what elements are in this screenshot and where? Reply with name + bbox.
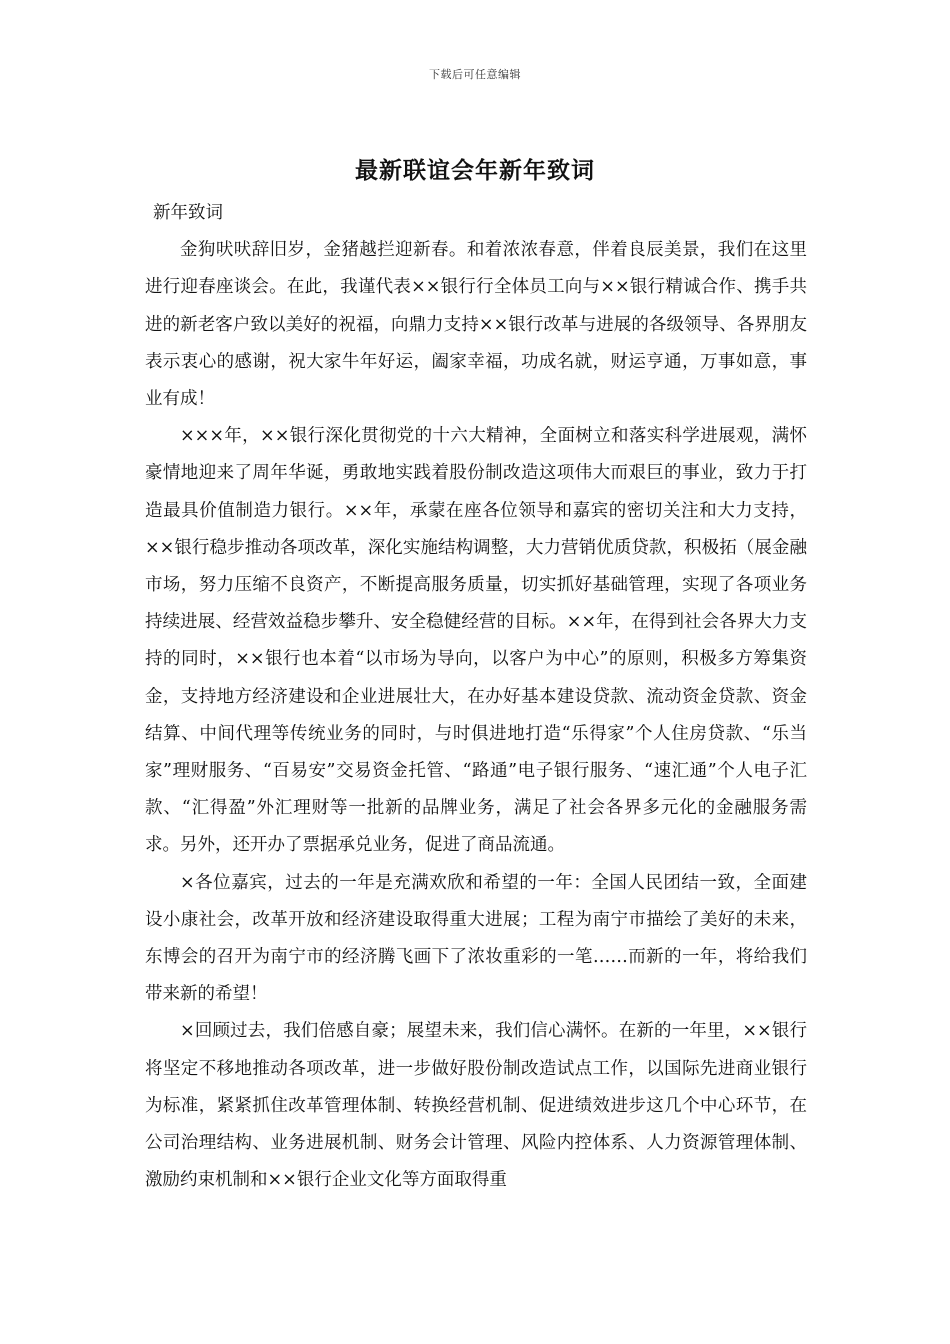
paragraph-2: ×××年，××银行深化贯彻党的十六大精神，全面树立和落实科学进展观，满怀豪情地迎来了周年华诞，勇敢地实践着股份制改造这项伟大而艰巨的事业，致力于打造最具价值制造力银行。××年，承蒙在座各位领导和嘉宾的密切关注和大力支持，××银行稳步推动各项改革，深化实施结构调整，大力营销优质贷款，积极拓（展金融市场，努力压缩不良资产，不断提高服务质量，切实抓好基础管理，实现了各项业务持续进展、经营效益稳步攀升、安全稳健经营的目标。××年，在得到社会各界大力支持的同时，××银行也本着“以市场为导向，以客户为中心”的原则，积极多方筹集资金，支持地方经济建设和企业进展壮大，在办好基本建设贷款、流动资金贷款、资金结算、中间代理等传统业务的同时，与时俱进地打造“乐得家”个人住房贷款、“乐当家”理财服务、“百易安”交易资金托管、“路通”电子银行服务、“速汇通”个人电子汇款、“汇得盈”外汇理财等一批新的品牌业务，满足了社会各界多元化的金融服务需求。另外，还开办了票据承兑业务，促进了商品流通。 xyxy=(145,426,807,856)
paragraph-1: 金狗吠吠辞旧岁，金猪越拦迎新春。和着浓浓春意，伴着良辰美景，我们在这里进行迎春座谈会。在此，我谨代表××银行行全体员工向与××银行精诚合作、携手共进的新老客户致以美好的祝福，向鼎力支持××银行改革与进展的各级领导、各界朋友表示衷心的感谢，祝大家牛年好运，阖家幸福，功成名就，财运亨通，万事如意，事业有成！ xyxy=(145,240,807,410)
paragraph-3: ×各位嘉宾，过去的一年是充满欢欣和希望的一年：全国人民团结一致，全面建设小康社会，改革开放和经济建设取得重大进展；工程为南宁市描绘了美好的未来，东博会的召开为南宁市的经济腾飞画下了浓妆重彩的一笔……而新的一年，将给我们带来新的希望！ xyxy=(145,872,807,1005)
document-body xyxy=(145,195,807,1199)
document-subtitle: 新年致词 xyxy=(153,203,223,223)
header-note: 下载后可任意编辑 xyxy=(429,68,521,81)
document-title: 最新联谊会年新年致词 xyxy=(355,157,595,184)
paragraph-4: ×回顾过去，我们倍感自豪；展望未来，我们信心满怀。在新的一年里，××银行将坚定不移地推动各项改革，进一步做好股份制改造试点工作，以国际先进商业银行为标准，紧紧抓住改革管理体制、转换经营机制、促进绩效进步这几个中心环节，在公司治理结构、业务进展机制、财务会计管理、风险内控体系、人力资源管理体制、激励约束机制和××银行企业文化等方面取得重 xyxy=(145,1021,807,1191)
